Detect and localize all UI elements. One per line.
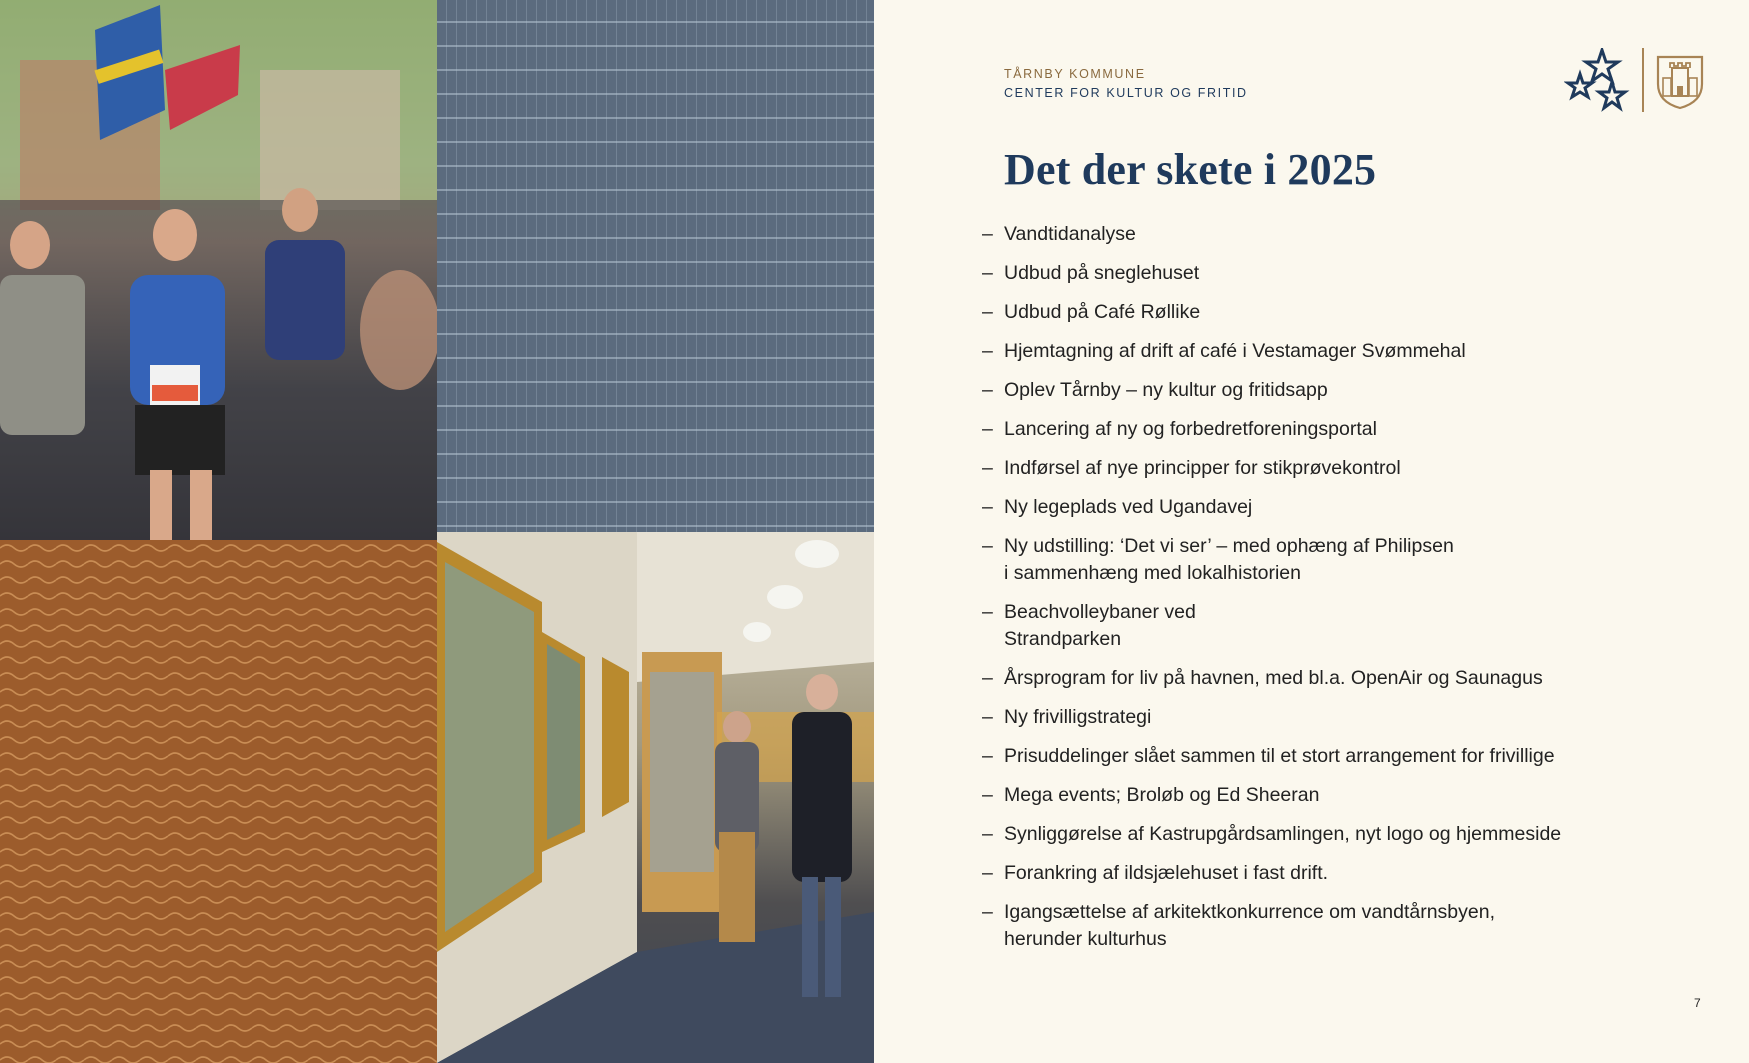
- list-dash: –: [982, 901, 993, 923]
- list-dash: –: [982, 862, 993, 884]
- list-item-text: Lancering af ny og forbedretforeningsportal: [1004, 418, 1377, 440]
- list-item-text: Ny legeplads ved Ugandavej: [1004, 496, 1253, 518]
- page-number: 7: [1694, 996, 1701, 1010]
- list-item: [982, 260, 1682, 287]
- runners-illustration: [0, 0, 437, 540]
- list-item: [982, 377, 1682, 404]
- tower-crest-icon: [1655, 54, 1705, 110]
- list-dash: –: [982, 823, 993, 845]
- organization-name: TÅRNBY KOMMUNE: [1004, 67, 1146, 81]
- list-dash: –: [982, 340, 993, 362]
- list-item: [982, 665, 1682, 692]
- list-item-text: Udbud på sneglehuset: [1004, 262, 1200, 284]
- list-item: [982, 494, 1682, 521]
- photo-collage: [0, 0, 874, 1063]
- stars-logo-icon: [1564, 48, 1632, 114]
- list-item: [982, 221, 1682, 248]
- list-item-text: Mega events; Broløb og Ed Sheeran: [1004, 784, 1320, 806]
- logo-divider: [1642, 48, 1644, 112]
- list-item: [982, 704, 1682, 731]
- blue-line-pattern: [437, 0, 874, 532]
- list-item: [982, 599, 1682, 653]
- events-list: [982, 221, 1682, 965]
- list-item-text: Ny frivilligstrategi: [1004, 706, 1152, 728]
- list-dash: –: [982, 667, 993, 689]
- list-item-text: Indførsel af nye principper for stikprøvekontrol: [1004, 457, 1401, 479]
- list-item-text: Udbud på Café Røllike: [1004, 301, 1201, 323]
- list-item-text: Igangsættelse af arkitektkonkurrence om vandtårnsbyen, herunder kulturhus: [1004, 901, 1496, 950]
- list-dash: –: [982, 535, 993, 557]
- list-item-text: Prisuddelinger slået sammen til et stort arrangement for frivillige: [1004, 745, 1555, 767]
- list-item-text: Forankring af ildsjælehuset i fast drift.: [1004, 862, 1329, 884]
- list-item: [982, 860, 1682, 887]
- list-item-text: Oplev Tårnby – ny kultur og fritidsapp: [1004, 379, 1328, 401]
- art-gallery-photo: [437, 532, 874, 1063]
- list-item: [982, 338, 1682, 365]
- orange-wave-pattern: [0, 540, 437, 1063]
- list-dash: –: [982, 457, 993, 479]
- list-item-text: Synliggørelse af Kastrupgårdsamlingen, nyt logo og hjemmeside: [1004, 823, 1562, 845]
- wave-pattern-svg: [0, 540, 437, 1063]
- list-item: [982, 455, 1682, 482]
- list-item: [982, 743, 1682, 770]
- list-item-text: Hjemtagning af drift af café i Vestamager Svømmehal: [1004, 340, 1466, 362]
- list-item: [982, 299, 1682, 326]
- department-name: CENTER FOR KULTUR OG FRITID: [1004, 86, 1248, 100]
- list-item: [982, 899, 1682, 953]
- list-dash: –: [982, 262, 993, 284]
- list-dash: –: [982, 223, 993, 245]
- list-item-text: Beachvolleybaner ved Strandparken: [1004, 601, 1196, 650]
- list-dash: –: [982, 496, 993, 518]
- list-dash: –: [982, 601, 993, 623]
- list-dash: –: [982, 706, 993, 728]
- list-item-text: Ny udstilling: ‘Det vi ser’ – med ophæng af Philipsen i sammenhæng med lokalhistorien: [1004, 535, 1454, 584]
- marathon-runners-photo: [0, 0, 437, 540]
- list-dash: –: [982, 745, 993, 767]
- list-dash: –: [982, 379, 993, 401]
- list-item-text: Vandtidanalyse: [1004, 223, 1136, 245]
- list-item: [982, 533, 1682, 587]
- page-title: Det der skete i 2025: [1004, 145, 1377, 194]
- list-item: [982, 416, 1682, 443]
- text-page: [874, 0, 1749, 1063]
- list-item: [982, 821, 1682, 848]
- list-dash: –: [982, 301, 993, 323]
- list-item-text: Årsprogram for liv på havnen, med bl.a. OpenAir og Saunagus: [1004, 667, 1543, 689]
- list-dash: –: [982, 784, 993, 806]
- gallery-illustration: [437, 532, 874, 1063]
- list-item: [982, 782, 1682, 809]
- list-dash: –: [982, 418, 993, 440]
